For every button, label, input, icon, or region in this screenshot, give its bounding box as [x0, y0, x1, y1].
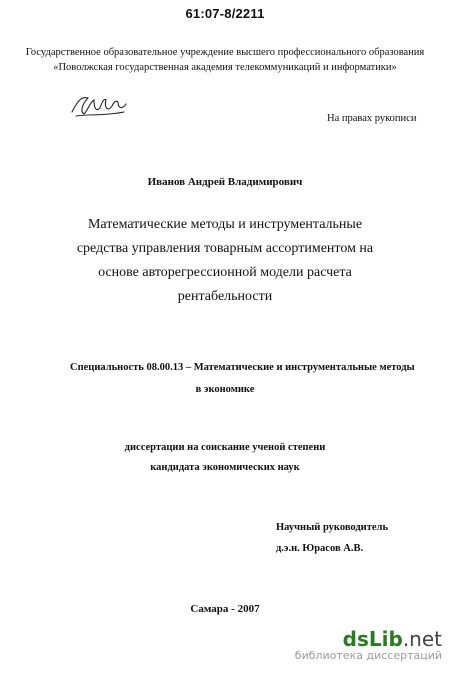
watermark-subtitle: библиотека диссертаций [294, 649, 442, 662]
title-line: рентабельности [177, 289, 273, 304]
title-line: Математические методы и инструментальные [87, 217, 363, 232]
supervisor-label: Научный руководитель [276, 522, 388, 533]
city-year: Самара - 2007 [190, 603, 260, 615]
watermark [292, 627, 442, 662]
title-line: основе авторегрессионной модели расчета [98, 265, 352, 280]
watermark-logo [292, 627, 442, 651]
dissertation-title [50, 213, 400, 309]
supervisor-name: д.э.н. Юрасов А.В. [276, 543, 364, 554]
institution-line-2: «Поволжская государственная академия телекоммуникаций и информатики» [53, 62, 397, 73]
specialty-line-1: Специальность 08.00.13 – Математические и инструментальные методы [70, 362, 415, 373]
watermark-logo-tld: .net [402, 627, 442, 651]
signature-icon [68, 90, 130, 120]
dissertation-degree-line-2: кандидата экономических наук [150, 462, 300, 473]
watermark-logo-main: dsLib [342, 627, 403, 651]
rights-note: На правах рукописи [327, 113, 417, 124]
dissertation-degree-line-1: диссертации на соискание ученой степени [124, 442, 326, 453]
specialty-line-2: в экономике [195, 384, 255, 395]
author-name: Иванов Андрей Владимирович [147, 176, 303, 188]
institution-line-1: Государственное образовательное учреждение высшего профессионального образования [25, 47, 425, 58]
title-line: средства управления товарным ассортиментом на [76, 241, 374, 256]
document-code: 61:07-8/2211 [185, 6, 265, 21]
